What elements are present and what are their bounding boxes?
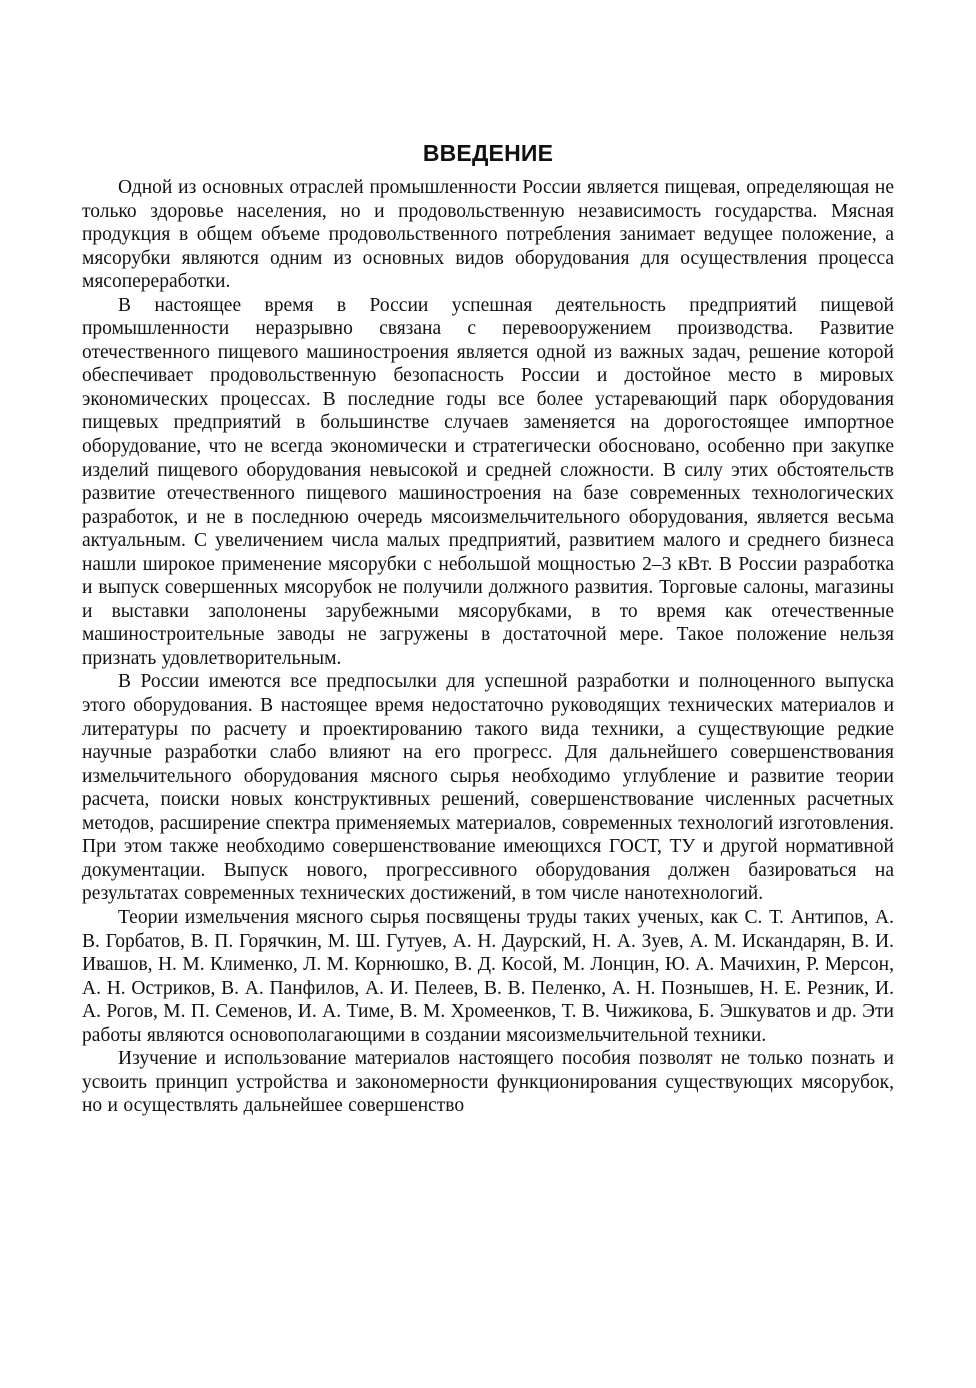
paragraph-5: Изучение и использование материалов настоящего пособия позволят не только познать и усвоить принцип устройства и закономерности функционирования существующих мясорубок, но и осуществлять дальнейшее совершенство: [82, 1048, 894, 1117]
page-title: ВВЕДЕНИЕ: [422, 140, 554, 166]
page-content: [82, 138, 894, 1118]
paragraph-1: Одной из основных отраслей промышленности России является пищевая, определяющая не только здоровье населения, но и продовольственную независимость государства. Мясная продукция в общем объеме продовольственного потребления занимает ведущее положение, а мясорубки являются одним из основных видов оборудования для осуществления процесса мясопереработки.: [82, 177, 894, 293]
paragraph-3: В России имеются все предпосылки для успешной разработки и полноценного выпуска этого оборудования. В настоящее время недостаточно руководящих технических материалов и литературы по расчету и проектированию такого вида техники, а существующие редкие научные разработки слабо влияют на его прогресс. Для дальнейшего совершенствования измельчительного оборудования мясного сырья необходимо углубление и развитие теории расчета, поиски новых конструктивных решений, совершенствование численных расчетных методов, расширение спектра применяемых материалов, современных технологий изготовления. При этом также необходимо совершенствование имеющихся ГОСТ, ТУ и другой нормативной документации. Выпуск нового, прогрессивного оборудования должен базироваться на результатах современных технических достижений, в том числе нанотехнологий.: [82, 671, 894, 905]
paragraph-2: В настоящее время в России успешная деятельность предприятий пищевой промышленности неразрывно связана с перевооружением производства. Развитие отечественного пищевого машиностроения является одной из важных задач, решение которой обеспечивает продовольственную безопасность России и достойное место в мировых экономических процессах. В последние годы все более устаревающий парк оборудования пищевых предприятий в большинстве случаев заменяется на дорогостоящее импортное оборудование, что не всегда экономически и стратегически обосновано, особенно при закупке изделий пищевого оборудования невысокой и средней сложности. В силу этих обстоятельств развитие отечественного пищевого машиностроения на базе современных технологических разработок, и не в последнюю очередь мясоизмельчительного оборудования, является весьма актуальным. С увеличением числа малых предприятий, развитием малого и среднего бизнеса нашли широкое применение мясорубки с небольшой мощностью 2–3 кВт. В России разработка и выпуск совершенных мясорубок не получили должного развития. Торговые салоны, магазины и выставки заполонены зарубежными мясорубками, в то время как отечественные машиностроительные заводы не загружены в достаточной мере. Такое положение нельзя признать удовлетворительным.: [82, 294, 894, 669]
paragraph-4: Теории измельчения мясного сырья посвящены труды таких ученых, как С. Т. Антипов, А. В. Горбатов, В. П. Горячкин, М. Ш. Гутуев, А. Н. Даурский, Н. А. Зуев, А. М. Искандарян, В. И. Ивашов, Н. М. Клименко, Л. М. Корнюшко, В. Д. Косой, М. Лонцин, Ю. А. Мачихин, Р. Мерсон, А. Н. Остриков, В. А. Панфилов, А. И. Пелеев, В. В. Пеленко, А. Н. Познышев, Н. Е. Резник, И. А. Рогов, М. П. Семенов, И. А. Тиме, В. М. Хромеенков, Т. В. Чижикова, Б. Эшкуватов и др. Эти работы являются основополагающими в создании мясоизмельчительной техники.: [82, 906, 894, 1046]
